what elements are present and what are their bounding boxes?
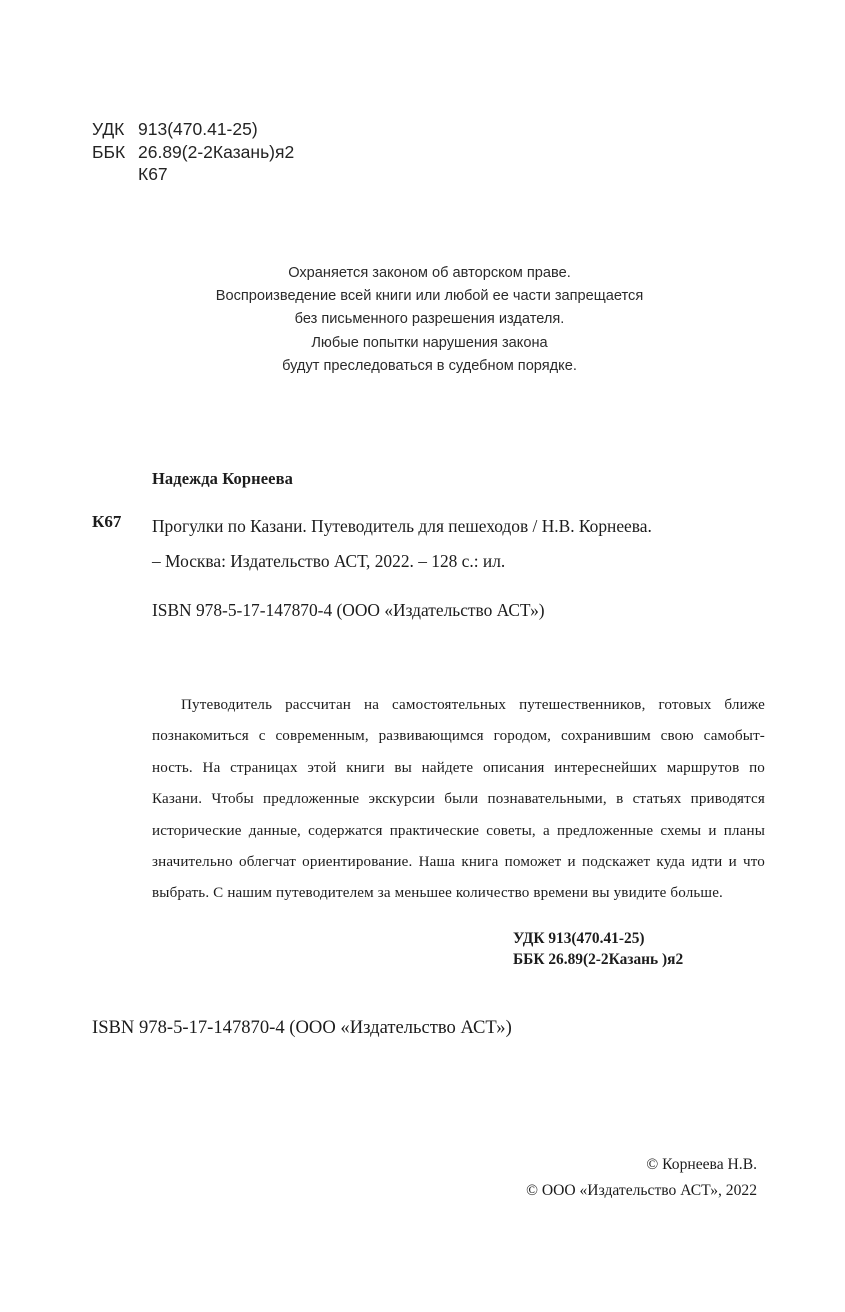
- bibliographic-description: [92, 468, 792, 623]
- bibliographic-title: [152, 509, 792, 579]
- isbn-bottom: ISBN 978-5-17-147870-4 (ООО «Издательство АСТ»): [92, 1017, 512, 1038]
- legal-notice-line-3: без письменного разрешения издателя.: [294, 311, 565, 328]
- udk-label-top: УДК: [92, 119, 125, 139]
- udk-value-top: 913(470.41-25): [138, 119, 258, 139]
- author-sign-code: К67: [92, 512, 122, 531]
- annotation-line-2: познакомиться с современным, развивающимся городом, сохранившим свою самобыт-: [152, 728, 765, 745]
- copyright-line-author: © Корнеева Н.В.: [646, 1156, 757, 1173]
- annotation-line-3: ность. На страницах этой книги вы найдете описания интереснейших маршрутов по: [152, 759, 765, 776]
- book-author: Надежда Корнеева: [152, 469, 293, 488]
- author-code-top: К67: [138, 164, 168, 184]
- annotation-line-5: исторические данные, содержатся практические советы, а предложенные схемы и планы: [152, 822, 765, 839]
- bibliographic-title-line-1: Прогулки по Казани. Путеводитель для пешеходов / Н.В. Корнеева.: [152, 516, 652, 536]
- annotation-line-1: Путеводитель рассчитан на самостоятельных путешественников, готовых ближе: [181, 697, 765, 713]
- copyright-block: [0, 1152, 757, 1203]
- bbk-value-top: 26.89(2-2Казань)я2: [138, 141, 295, 162]
- copyright-line-publisher: © ООО «Издательство АСТ», 2022: [526, 1181, 757, 1199]
- legal-notice-line-5: будут преследоваться в судебном порядке.: [282, 357, 577, 374]
- bbk-row-top: [92, 141, 294, 164]
- annotation-line-4: Казани. Чтобы предложенные экскурсии были познавательными, в статьях приводятся: [152, 791, 765, 808]
- annotation-line-7: выбрать. С нашим путеводителем за меньшее количество времени вы увидите больше.: [152, 885, 723, 902]
- legal-notice-line-4: Любые попытки нарушения закона: [311, 334, 548, 351]
- udk-line-bottom: УДК 913(470.41-25): [513, 930, 645, 947]
- udk-row-top: [92, 118, 294, 141]
- classification-block-top: [92, 118, 294, 186]
- bibliographic-title-line-2: – Москва: Издательство АСТ, 2022. – 128 с.: ил.: [152, 551, 506, 571]
- legal-notice-line-1: Охраняется законом об авторском праве.: [288, 265, 571, 281]
- classification-block-bottom: [513, 928, 683, 970]
- legal-notice: [0, 262, 845, 378]
- bbk-line-bottom: ББК 26.89(2-2Казань )я2: [513, 951, 684, 968]
- annotation-line-6: значительно облегчат ориентирование. Наша книга поможет и подскажет куда идти и что: [152, 854, 765, 871]
- annotation-paragraph: [152, 690, 765, 910]
- legal-notice-line-2: Воспроизведение всей книги или любой ее части запрещается: [215, 288, 644, 305]
- bibliographic-body: [92, 509, 792, 623]
- author-code-row-top: [92, 163, 294, 186]
- isbn-top: ISBN 978-5-17-147870-4 (ООО «Издательство АСТ»): [152, 600, 545, 620]
- bbk-label-top: ББК: [92, 141, 126, 162]
